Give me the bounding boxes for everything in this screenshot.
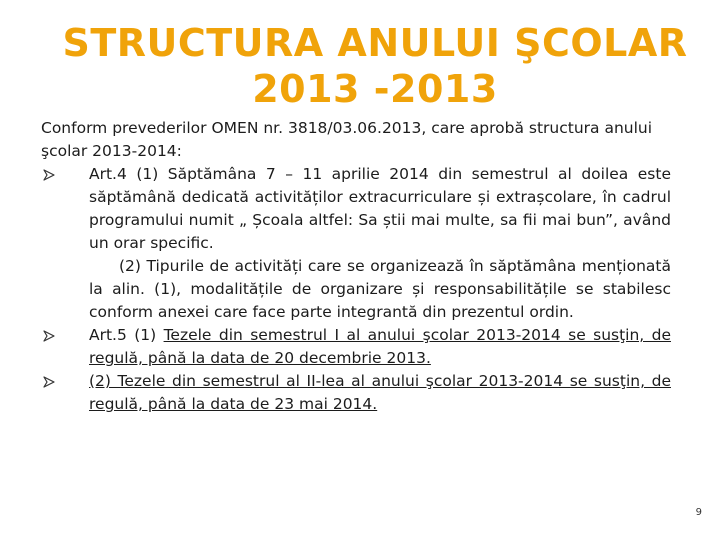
slide-body	[41, 117, 671, 416]
art5-underlined-text: Tezele din semestrul I al anului şcolar 2013-2014 se susţin, de regulă, până la data de 20 decembrie 2013.	[89, 326, 671, 367]
slide-title	[50, 20, 700, 112]
art5-prefix: Art.5 (1)	[89, 326, 164, 344]
art4-paragraph-1: Art.4 (1) Săptămâna 7 – 11 aprilie 2014 din semestrul al doilea este săptămână dedicată activităților extracurriculare și extrașcolare, în cadrul programului numit „ Școala altfel: Sa știi mai multe, sa fii mai bun”, având un orar specific.	[89, 165, 671, 252]
art5-2-underlined-text: (2) Tezele din semestrul al II-lea al anului şcolar 2013-2014 se susţin, de regulă, până la data de 23 mai 2014.	[89, 372, 671, 413]
arrowhead-bullet-icon	[43, 370, 57, 393]
art4-paragraph-2: (2) Tipurile de activități care se organizează în săptămâna menționată la alin. (1), modalitățile de organizare și responsabilitățile se stabilesc conform anexei care face parte integrantă din prezentul ordin.	[89, 257, 671, 321]
intro-text: Conform prevederilor OMEN nr. 3818/03.06.2013, care aprobă structura anului şcolar 2013-2014:	[41, 119, 653, 160]
bullet-list	[41, 163, 671, 416]
title-line-1: STRUCTURA ANULUI ŞCOLAR	[62, 21, 688, 65]
list-item	[41, 163, 671, 324]
arrowhead-bullet-icon	[43, 163, 57, 186]
list-item	[41, 370, 671, 416]
arrowhead-bullet-icon	[43, 324, 57, 347]
page-number: 9	[695, 507, 702, 518]
title-line-2: 2013 -2013	[252, 67, 498, 111]
list-item	[41, 324, 671, 370]
